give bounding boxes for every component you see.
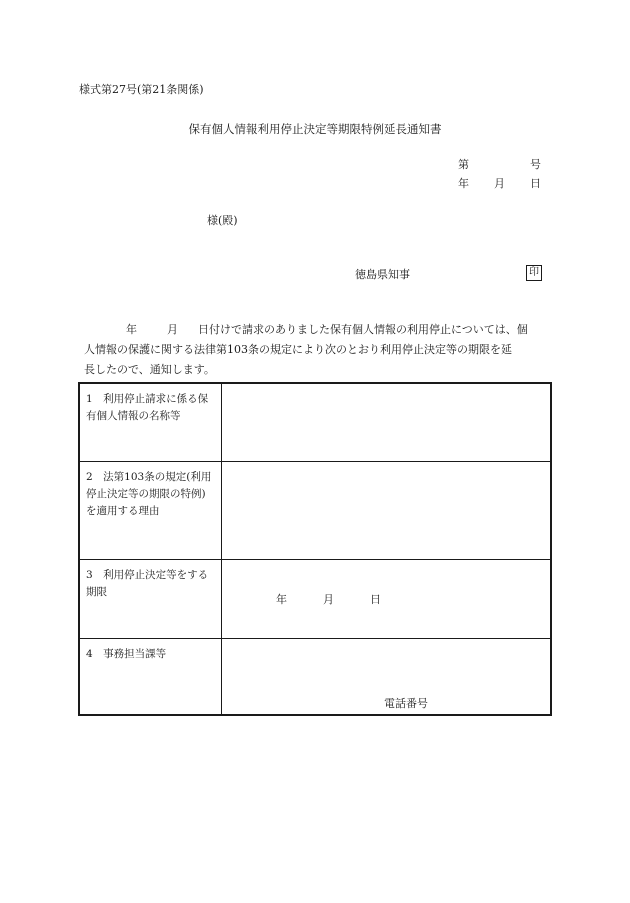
notice-table — [78, 382, 552, 716]
addressee: 様(殿) — [207, 214, 238, 227]
term-day: 日 — [370, 593, 381, 606]
sender-name: 徳島県知事 — [355, 268, 410, 281]
form-number: 様式第27号(第21条関係) — [79, 83, 204, 96]
issue-number-prefix: 第 — [458, 158, 469, 171]
issue-date-month: 月 — [494, 177, 505, 190]
table-row — [80, 462, 550, 560]
row-label: 4 事務担当課等 — [80, 639, 222, 714]
body-line-2: 人情報の保護に関する法律第103条の規定により次のとおり利用停止決定等の期限を延 — [84, 343, 512, 356]
notice-body — [84, 320, 553, 380]
issue-date-day: 日 — [530, 177, 541, 190]
row-label: 2 法第103条の規定(利用停止決定等の期限の特例)を適用する理由 — [80, 462, 222, 559]
issue-number-suffix: 号 — [530, 158, 541, 171]
phone-number-label: 電話番号 — [384, 697, 428, 710]
table-row — [80, 384, 550, 462]
row-value — [222, 639, 550, 714]
term-month: 月 — [323, 593, 334, 606]
table-row — [80, 560, 550, 639]
body-month: 月 — [167, 323, 178, 336]
row-value — [222, 560, 550, 638]
body-year: 年 — [126, 323, 137, 336]
row-label: 3 利用停止決定等をする期限 — [80, 560, 222, 638]
row-value — [222, 462, 550, 559]
document-title: 保有個人情報利用停止決定等期限特例延長通知書 — [188, 122, 442, 136]
table-row — [80, 639, 550, 714]
seal-mark: 印 — [526, 265, 542, 281]
body-line-1-text: 日付けで請求のありました保有個人情報の利用停止については、個 — [198, 323, 528, 336]
issue-date-year: 年 — [458, 177, 469, 190]
term-year: 年 — [276, 593, 287, 606]
row-label: 1 利用停止請求に係る保有個人情報の名称等 — [80, 384, 222, 461]
body-line-3: 長したので、通知します。 — [84, 363, 215, 376]
body-line-1 — [84, 320, 553, 340]
row-value — [222, 384, 550, 461]
